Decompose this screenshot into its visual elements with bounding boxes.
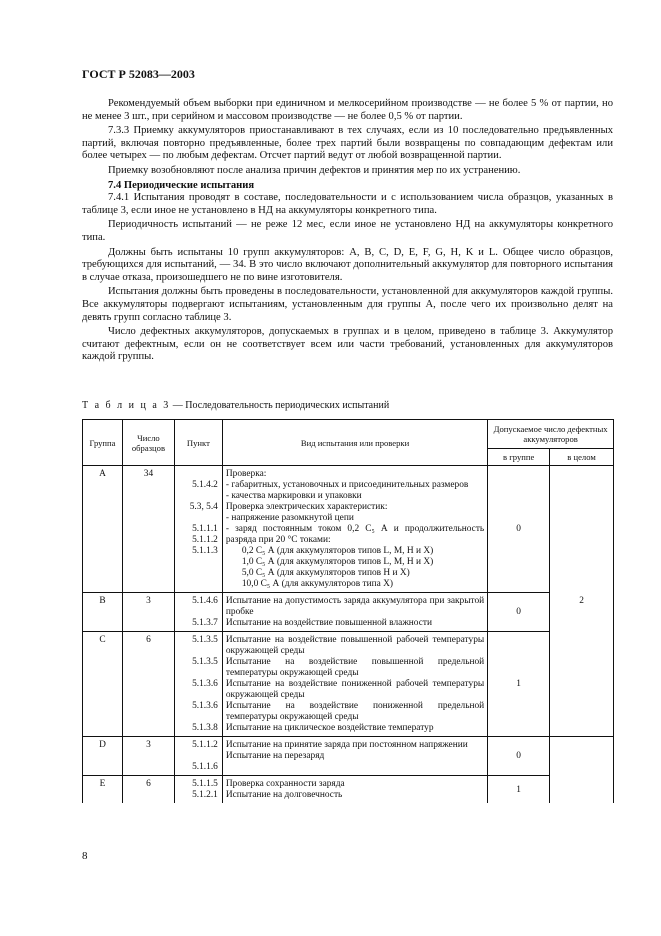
clause: 5.1.1.6 <box>192 762 218 772</box>
paragraph-sample-size: Рекомендуемый объем выборки при единичном и мелкосерийном производстве — не более 5 % от партии, но не менее 3 шт., при серийном и массовом производстве — не более 0,5 % от партии. <box>82 98 613 122</box>
clause: 5.1.1.5 <box>192 779 218 789</box>
header-samples: Число образцов <box>122 420 174 466</box>
row-samples: 3 <box>122 593 174 632</box>
test-line: Испытание на принятие заряда при постоянном напряжении <box>225 740 468 750</box>
row-group: B <box>83 593 123 632</box>
clause: 5.1.4.6 <box>192 596 218 606</box>
test-line: Проверка сохранности заряда <box>225 779 345 789</box>
test-line: Испытание на воздействие повышенной предельной температуры окружающей среды <box>225 657 485 678</box>
test-line: - заряд постоянным током 0,2 C₅ А и продолжительность разряда при 20 °С токами: <box>225 524 485 545</box>
header-test: Вид испытания или проверки <box>222 420 487 466</box>
header-group: Группа <box>83 420 123 466</box>
row-tests <box>222 632 487 737</box>
header-in-group: в группе <box>488 449 550 466</box>
clause: 5.1.1.2 <box>192 535 218 545</box>
paragraph-periodicity: Периодичность испытаний — не реже 12 мес, если иное не установлено НД на аккумуляторы конкретного типа. <box>82 219 613 243</box>
page-number: 8 <box>82 850 88 862</box>
row-tests <box>222 466 487 593</box>
test-line: Испытание на долговечность <box>225 790 343 800</box>
clause: 5.3, 5.4 <box>189 502 218 512</box>
row-group: D <box>83 737 123 776</box>
defects-total: 2 <box>550 466 614 737</box>
test-line: Испытание на перезаряд <box>225 751 325 761</box>
test-line: - напряжение разомкнутой цепи <box>225 513 354 523</box>
row-tests <box>222 737 487 776</box>
section-heading-7-4: 7.4 Периодические испытания <box>108 179 255 191</box>
test-line: 1,0 C₅ А (для аккумуляторов типов L, M, H и X) <box>241 557 434 567</box>
row-clauses <box>174 593 222 632</box>
table-caption <box>82 400 389 411</box>
table-row <box>83 593 614 632</box>
row-group: E <box>83 776 123 804</box>
row-group: A <box>83 466 123 593</box>
row-clauses <box>174 737 222 776</box>
clause: 5.1.2.1 <box>192 790 218 800</box>
row-clauses <box>174 632 222 737</box>
test-line: 0,2 C₅ А (для аккумуляторов типов L, M, H и X) <box>241 546 434 556</box>
test-line: Испытание на воздействие повышенной влажности <box>225 618 433 628</box>
row-samples: 6 <box>122 632 174 737</box>
row-group: C <box>83 632 123 737</box>
table-row <box>83 776 614 804</box>
test-line: Проверка: <box>225 469 267 479</box>
header-clause: Пункт <box>174 420 222 466</box>
row-tests <box>222 593 487 632</box>
clause: 5.1.3.6 <box>192 679 218 689</box>
table-row <box>83 737 614 776</box>
test-line: - качества маркировки и упаковки <box>225 491 362 501</box>
paragraph-defects: Число дефектных аккумуляторов, допускаемых в группах и в целом, приведено в таблице 3. Аккумулятор считают дефектным, если он не соответствует всем или части требований, установленных для аккумуляторов каждой группы. <box>82 326 613 363</box>
row-defects-in-group: 0 <box>488 466 550 593</box>
test-line: Испытание на воздействие повышенной рабочей температуры окружающей среды <box>225 635 485 656</box>
clause: 5.1.3.5 <box>192 635 218 645</box>
clause: 5.1.1.3 <box>192 546 218 556</box>
row-samples: 34 <box>122 466 174 593</box>
clause: 5.1.1.2 <box>192 740 218 750</box>
row-defects-in-group: 0 <box>488 737 550 776</box>
paragraph-sequence: Испытания должны быть проведены в последовательности, установленной для аккумуляторов каждой группы. Все аккумуляторы подвергают испытаниям, установленным для группы A, после чего их произвольно делят на девять групп согласно таблице 3. <box>82 286 613 323</box>
table-row <box>83 466 614 593</box>
row-clauses <box>174 776 222 804</box>
document-header: ГОСТ Р 52083—2003 <box>82 67 195 81</box>
clause: 5.1.3.7 <box>192 618 218 628</box>
header-allowed-defects: Допускаемое число дефектных аккумуляторов <box>488 420 614 449</box>
row-samples: 6 <box>122 776 174 804</box>
clause: 5.1.3.5 <box>192 657 218 667</box>
row-defects-in-group: 1 <box>488 776 550 804</box>
test-line: Испытание на воздействие пониженной рабочей температуры окружающей среды <box>225 679 485 700</box>
paragraph-resume: Приемку возобновляют после анализа причин дефектов и принятия мер по их устранению. <box>108 164 521 176</box>
test-line: 10,0 C₅ А (для аккумуляторов типа X) <box>241 579 394 589</box>
test-line: Испытание на допустимость заряда аккумулятора при закрытой пробке <box>225 596 485 617</box>
row-defects-in-group: 1 <box>488 632 550 737</box>
test-line: Испытание на циклическое воздействие температур <box>225 723 434 733</box>
table-caption-label: Т а б л и ц а 3 <box>82 400 171 411</box>
row-samples: 3 <box>122 737 174 776</box>
document-body <box>82 98 613 366</box>
row-tests <box>222 776 487 804</box>
clause: 5.1.1.1 <box>192 524 218 534</box>
test-line: Проверка электрических характеристик: <box>225 502 388 512</box>
row-defects-in-group: 0 <box>488 593 550 632</box>
table-caption-text: — Последовательность периодических испытаний <box>170 400 390 411</box>
clause: 5.1.3.8 <box>192 723 218 733</box>
paragraph-7-3-3: 7.3.3 Приемку аккумуляторов приостанавливают в тех случаях, если из 10 последовательно предъявленных партий, включая повторно предъявленные, более трех партий были возвращены по совпадающим дефектам или более четырех — по любым дефектам. Отсчет партий ведут от любой возвращенной партии. <box>82 125 613 162</box>
row-clauses <box>174 466 222 593</box>
clause: 5.1.3.6 <box>192 701 218 711</box>
header-total: в целом <box>550 449 614 466</box>
table-row <box>83 632 614 737</box>
paragraph-groups: Должны быть испытаны 10 групп аккумуляторов: A, B, C, D, E, F, G, H, K и L. Общее число образцов, требующихся для испытаний, — 34. В это число включают дополнительный аккумулятор для повторного испытания в случае отказа, произошедшего не по вине изготовителя. <box>82 246 613 283</box>
periodic-tests-table <box>82 419 614 803</box>
test-line: Испытание на воздействие пониженной предельной температуры окружающей среды <box>225 701 485 722</box>
clause: 5.1.4.2 <box>192 480 218 490</box>
paragraph-7-4-1: 7.4.1 Испытания проводят в составе, последовательности и с использованием числа образцов, указанных в таблице 3, если иное не установлено в НД на аккумуляторы конкретного типа. <box>82 192 613 216</box>
test-line: - габаритных, установочных и присоединительных размеров <box>225 480 469 490</box>
test-line: 5,0 C₅ А (для аккумуляторов типов H и X) <box>241 568 410 578</box>
